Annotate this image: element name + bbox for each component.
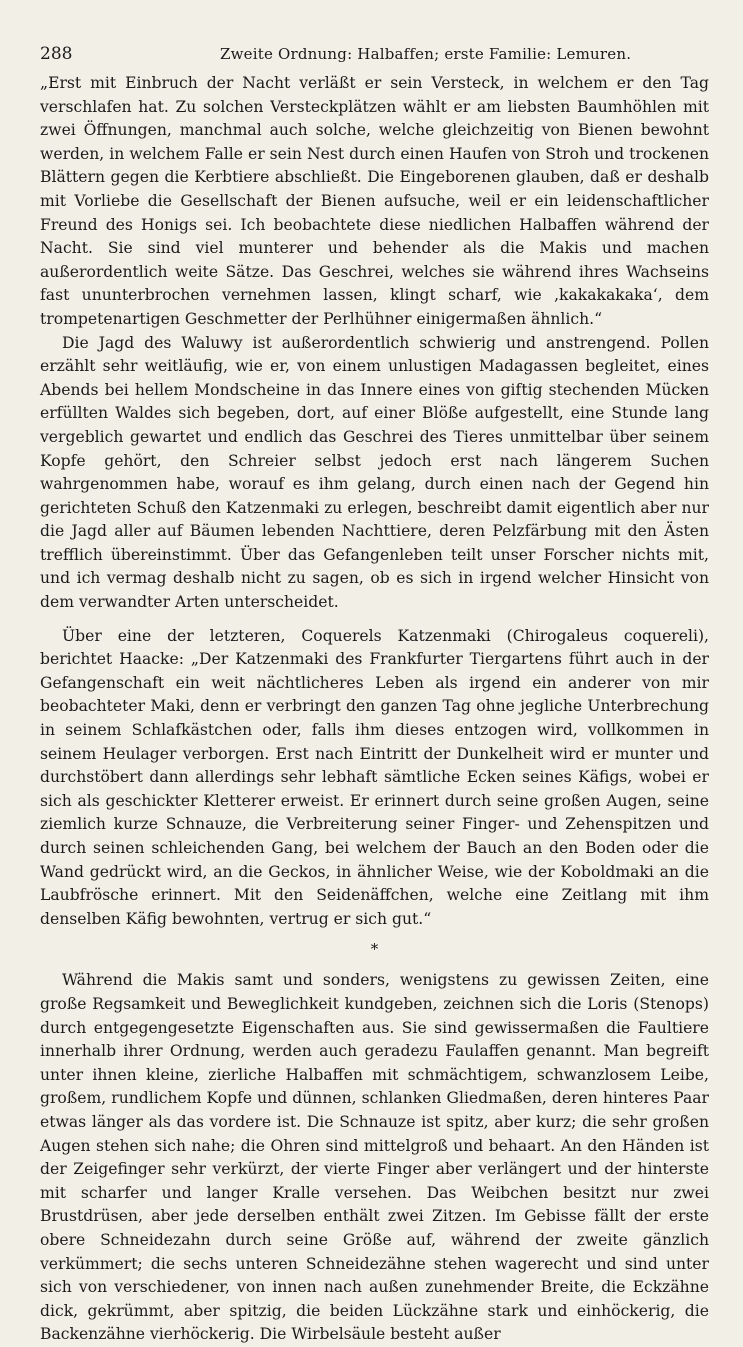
- paragraph-loris: Während die Makis samt und sonders, wenigstens zu gewissen Zeiten, eine große Regsamkeit und Beweglichkeit kundgeben, zeichnen sich die Loris (Stenops) durch entgegengesetzte Eigenschaften aus. Sie sind gewissermaßen die Faultiere innerhalb ihrer Ordnung, werden auch geradezu Faulaffen genannt. Man begreift unter ihnen kleine, zierliche Halbaffen mit schmächtigem, schwanzlosem Leibe, großem, rundlichem Kopfe und dünnen, schlanken Gliedmaßen, deren hinteres Paar etwas länger als das vordere ist. Die Schnauze ist spitz, aber kurz; die sehr großen Augen stehen sich nahe; die Ohren sind mittelgroß und behaart. An den Händen ist der Zeigefinger sehr verkürzt, der vierte Finger aber verlängert und der hinterste mit scharfer und langer Kralle versehen. Das Weibchen besitzt nur zwei Brustdrüsen, aber jede derselben enthält zwei Zitzen. Im Gebisse fällt der erste obere Schneidezahn durch seine Größe auf, während der zweite gänzlich verkümmert; die sechs unteren Schneidezähne stehen wagerecht und sind unter sich von verschiedener, von innen nach außen zunehmender Breite, die Eckzähne dick, gekrümmt, aber spitzig, die beiden Lückzähne stark und einhöckerig, die Backenzähne vierhöckerig. Die Wirbelsäule besteht außer: [40, 971, 709, 1344]
- running-head: Zweite Ordnung: Halbaffen; erste Familie: Lemuren.: [220, 45, 632, 63]
- section-separator: *: [370, 940, 379, 959]
- paragraph-hunting: Die Jagd des Waluwy ist außerordentlich schwierig und anstrengend. Pollen erzählt sehr weitläufig, wie er, von einem unlustigen Madagassen begleitet, eines Abends bei hellem Mondscheine in das Innere eines von giftig stechenden Mücken erfüllten Waldes sich begeben, dort, auf einer Blöße aufgestellt, eine Stunde lang vergeblich gewartet und endlich das Geschrei des Tieres unmittelbar über seinem Kopfe gehört, den Schreier selbst jedoch erst nach längerem Suchen wahrgenommen habe, worauf es ihm gelang, durch einen nach der Gegend hin gerichteten Schuß den Katzenmaki zu erlegen, beschreibt damit eigentlich aber nur die Jagd aller auf Bäumen lebenden Nachttiere, deren Pelzfärbung mit den Ästen trefflich übereinstimmt. Über das Gefangenleben teilt unser Forscher nichts mit, und ich vermag deshalb nicht zu sagen, ob es sich in irgend welcher Hinsicht von dem verwandter Arten unterscheidet.: [40, 333, 709, 612]
- page-header: [40, 44, 709, 64]
- paragraph-quote-waluwy: „Erst mit Einbruch der Nacht verläßt er sein Versteck, in welchem er den Tag verschlafen hat. Zu solchen Versteckplätzen wählt er am liebsten Baumhöhlen mit zwei Öffnungen, manchmal auch solche, welche gleichzeitig von Bienen bewohnt werden, in welchem Falle er sein Nest durch einen Haufen von Stroh und trockenen Blättern gegen die Kerbtiere abschließt. Die Eingeborenen glauben, daß er deshalb mit Vorliebe die Gesellschaft der Bienen aufsuche, weil er ein leidenschaftlicher Freund des Honigs sei. Ich beobachtete diese niedlichen Halbaffen während der Nacht. Sie sind viel munterer und behender als die Makis und machen außerordentlich weite Sätze. Das Geschrei, welches sie während ihres Wachseins fast ununterbrochen vernehmen lassen, klingt scharf, wie ‚kakakakaka‘, dem trompetenartigen Geschmetter der Perlhühner einigermaßen ähnlich.“: [40, 74, 709, 328]
- page-number: 288: [40, 44, 73, 64]
- body-text: [40, 72, 709, 1347]
- paragraph-coquerel: Über eine der letzteren, Coquerels Katzenmaki (Chirogaleus coquereli), berichtet Haacke: „Der Katzenmaki des Frankfurter Tiergartens führt auch in der Gefangenschaft ein weit nächtlicheres Leben als irgend ein anderer von mir beobachteter Maki, denn er verbringt den ganzen Tag ohne jegliche Unterbrechung in seinem Schlafkästchen oder, falls ihm dieses entzogen wird, vollkommen in seinem Heulager verborgen. Erst nach Eintritt der Dunkelheit wird er munter und durchstöbert dann allerdings sehr lebhaft sämtliche Ecken seines Käfigs, wobei er sich als geschickter Kletterer erweist. Er erinnert durch seine großen Augen, seine ziemlich kurze Schnauze, die Verbreiterung seiner Finger- und Zehenspitzen und durch seinen schleichenden Gang, bei welchem der Bauch an den Boden oder die Wand gedrückt wird, an die Geckos, in ähnlicher Weise, wie der Koboldmaki an die Laubfrösche erinnert. Mit den Seidenäffchen, welche eine Zeitlang mit ihm denselben Käfig bewohnten, vertrug er sich gut.“: [40, 626, 709, 928]
